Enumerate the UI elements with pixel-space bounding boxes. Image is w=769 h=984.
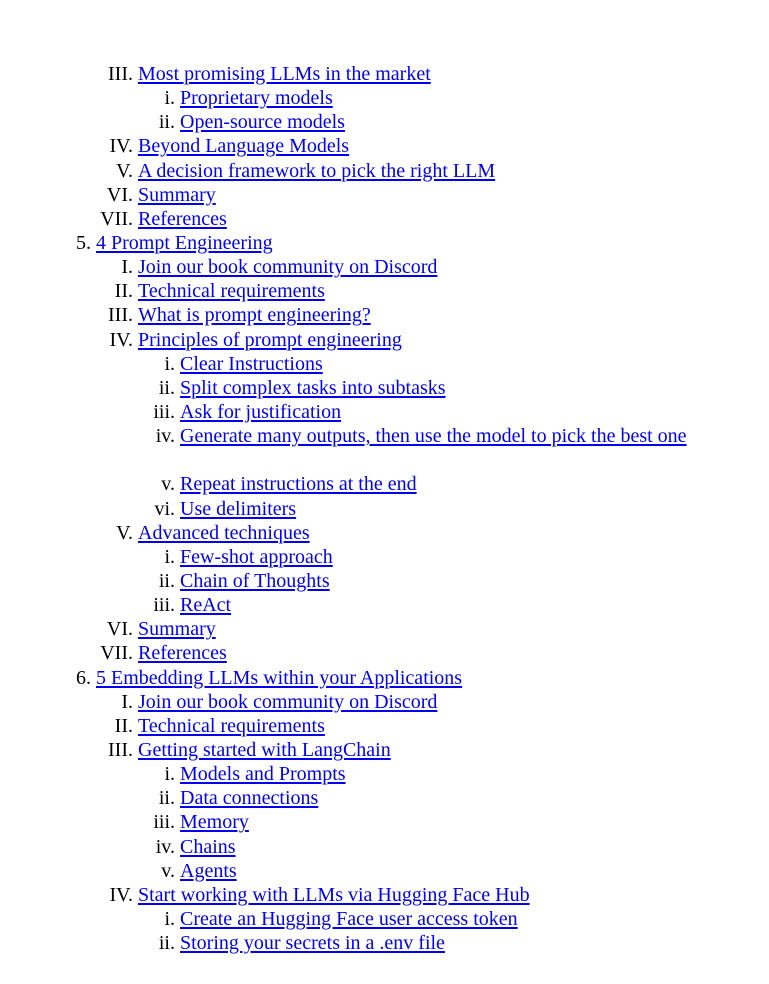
toc-entry-number: VII.	[100, 207, 133, 230]
toc-entry	[0, 352, 769, 376]
toc-entry-link[interactable]: Open-source models	[180, 111, 345, 134]
toc-entry	[0, 690, 769, 714]
toc-entry-number: v.	[161, 859, 175, 882]
toc-entry-link[interactable]: Join our book community on Discord	[138, 690, 438, 713]
toc-entry	[0, 762, 769, 786]
toc-entry-number: II.	[114, 714, 133, 737]
toc-entry-link[interactable]: Most promising LLMs in the market	[138, 63, 431, 85]
toc-entry-link[interactable]: What is prompt engineering?	[138, 304, 371, 327]
toc-entry-number: iii.	[153, 811, 175, 834]
toc-entry-link[interactable]: Use delimiters	[180, 497, 297, 520]
toc-entry	[0, 714, 769, 738]
toc-entry-link[interactable]: Generate many outputs, then use the model to pick the best one	[180, 425, 687, 448]
toc-entry-link[interactable]: Storing your secrets in a .env file	[180, 932, 445, 955]
toc-entry	[0, 883, 769, 907]
toc-entry-link[interactable]: Clear Instructions	[180, 352, 323, 375]
toc-entry-number: i.	[164, 763, 175, 786]
toc-entry	[0, 110, 769, 134]
toc-entry	[0, 279, 769, 303]
toc-entry	[0, 183, 769, 207]
toc-entry-number: iii.	[153, 400, 175, 423]
toc-entry-number: VI.	[106, 183, 133, 206]
toc-entry	[0, 545, 769, 569]
toc-entry-link[interactable]: Beyond Language Models	[138, 135, 350, 158]
toc-entry	[0, 62, 769, 86]
toc-entry-number: iv.	[155, 835, 175, 858]
toc-entry	[0, 835, 769, 859]
toc-entry-number: 6.	[76, 666, 91, 689]
toc-entry-number: IV.	[109, 883, 133, 906]
toc-entry-link[interactable]: Technical requirements	[138, 714, 325, 737]
toc-entry-number: ii.	[158, 376, 175, 399]
toc-entry	[0, 376, 769, 400]
toc-entry	[0, 134, 769, 158]
toc-entry	[0, 666, 769, 690]
toc-entry-link[interactable]: Few-shot approach	[180, 545, 333, 568]
toc-entry-number: i.	[164, 907, 175, 930]
toc-entry	[0, 231, 769, 255]
toc-entry	[0, 569, 769, 593]
toc-entry-link[interactable]: A decision framework to pick the right LLM	[138, 159, 496, 182]
toc-entry	[0, 859, 769, 883]
toc-entry-number: IV.	[109, 328, 133, 351]
toc-entry-number: ii.	[158, 111, 175, 134]
table-of-contents	[0, 62, 769, 955]
toc-entry-number: iv.	[155, 425, 175, 448]
toc-entry-link[interactable]: Principles of prompt engineering	[138, 328, 402, 351]
toc-entry-link[interactable]: Join our book community on Discord	[138, 256, 438, 279]
toc-entry-link[interactable]: 4 Prompt Engineering	[96, 231, 273, 254]
toc-entry-link[interactable]: Summary	[138, 183, 216, 206]
toc-entry-link[interactable]: References	[138, 207, 227, 230]
toc-entry-number: ii.	[158, 569, 175, 592]
toc-entry	[0, 810, 769, 834]
toc-entry-number: III.	[108, 63, 133, 85]
toc-entry-number: III.	[108, 738, 133, 761]
toc-entry-link[interactable]: ReAct	[180, 594, 232, 617]
toc-entry	[0, 931, 769, 955]
toc-entry	[0, 207, 769, 231]
toc-entry-link[interactable]: Proprietary models	[180, 87, 333, 110]
toc-entry	[0, 738, 769, 762]
toc-entry-link[interactable]: Advanced techniques	[138, 521, 310, 544]
toc-entry	[0, 521, 769, 545]
toc-entry-number: VII.	[100, 642, 133, 665]
toc-entry-number: I.	[121, 690, 133, 713]
toc-entry-link[interactable]: Create an Hugging Face user access token	[180, 907, 518, 930]
toc-entry-number: II.	[114, 280, 133, 303]
toc-entry-link[interactable]: Chains	[180, 835, 236, 858]
toc-entry	[0, 159, 769, 183]
toc-entry-number: IV.	[109, 135, 133, 158]
toc-entry-link[interactable]: Start working with LLMs via Hugging Face Hub	[138, 883, 530, 906]
toc-entry-link[interactable]: References	[138, 642, 227, 665]
toc-entry-link[interactable]: Chain of Thoughts	[180, 569, 330, 592]
toc-entry-number: I.	[121, 256, 133, 279]
toc-entry	[0, 472, 769, 496]
toc-entry	[0, 593, 769, 617]
toc-entry	[0, 303, 769, 327]
toc-entry-link[interactable]: Split complex tasks into subtasks	[180, 376, 446, 399]
toc-entry	[0, 400, 769, 424]
toc-entry	[0, 86, 769, 110]
toc-entry-link[interactable]: Data connections	[180, 787, 319, 810]
toc-entry	[0, 255, 769, 279]
toc-entry	[0, 497, 769, 521]
toc-entry-number: ii.	[158, 932, 175, 955]
toc-entry-number: v.	[161, 473, 175, 496]
toc-entry-link[interactable]: Models and Prompts	[180, 763, 346, 786]
toc-entry	[0, 641, 769, 665]
toc-entry	[0, 907, 769, 931]
toc-entry-number: iii.	[153, 594, 175, 617]
toc-entry-link[interactable]: Getting started with LangChain	[138, 738, 391, 761]
toc-entry-number: V.	[116, 521, 133, 544]
toc-entry-number: III.	[108, 304, 133, 327]
toc-entry-number: ii.	[158, 787, 175, 810]
toc-entry-link[interactable]: Repeat instructions at the end	[180, 473, 417, 496]
toc-entry-link[interactable]: Memory	[180, 811, 249, 834]
toc-entry	[0, 617, 769, 641]
toc-entry-number: i.	[164, 87, 175, 110]
toc-entry-link[interactable]: Ask for justification	[180, 400, 342, 423]
toc-entry-link[interactable]: 5 Embedding LLMs within your Applications	[96, 666, 463, 689]
toc-entry-link[interactable]: Summary	[138, 618, 216, 641]
toc-entry-link[interactable]: Technical requirements	[138, 280, 325, 303]
toc-entry	[0, 786, 769, 810]
toc-entry-number: 5.	[76, 231, 91, 254]
toc-entry-link[interactable]: Agents	[180, 859, 237, 882]
toc-entry-number: VI.	[106, 618, 133, 641]
toc-entry	[0, 328, 769, 352]
toc-entry	[0, 424, 769, 472]
toc-entry-number: vi.	[154, 497, 175, 520]
toc-entry-number: i.	[164, 545, 175, 568]
toc-entry-number: i.	[164, 352, 175, 375]
toc-entry-number: V.	[116, 159, 133, 182]
